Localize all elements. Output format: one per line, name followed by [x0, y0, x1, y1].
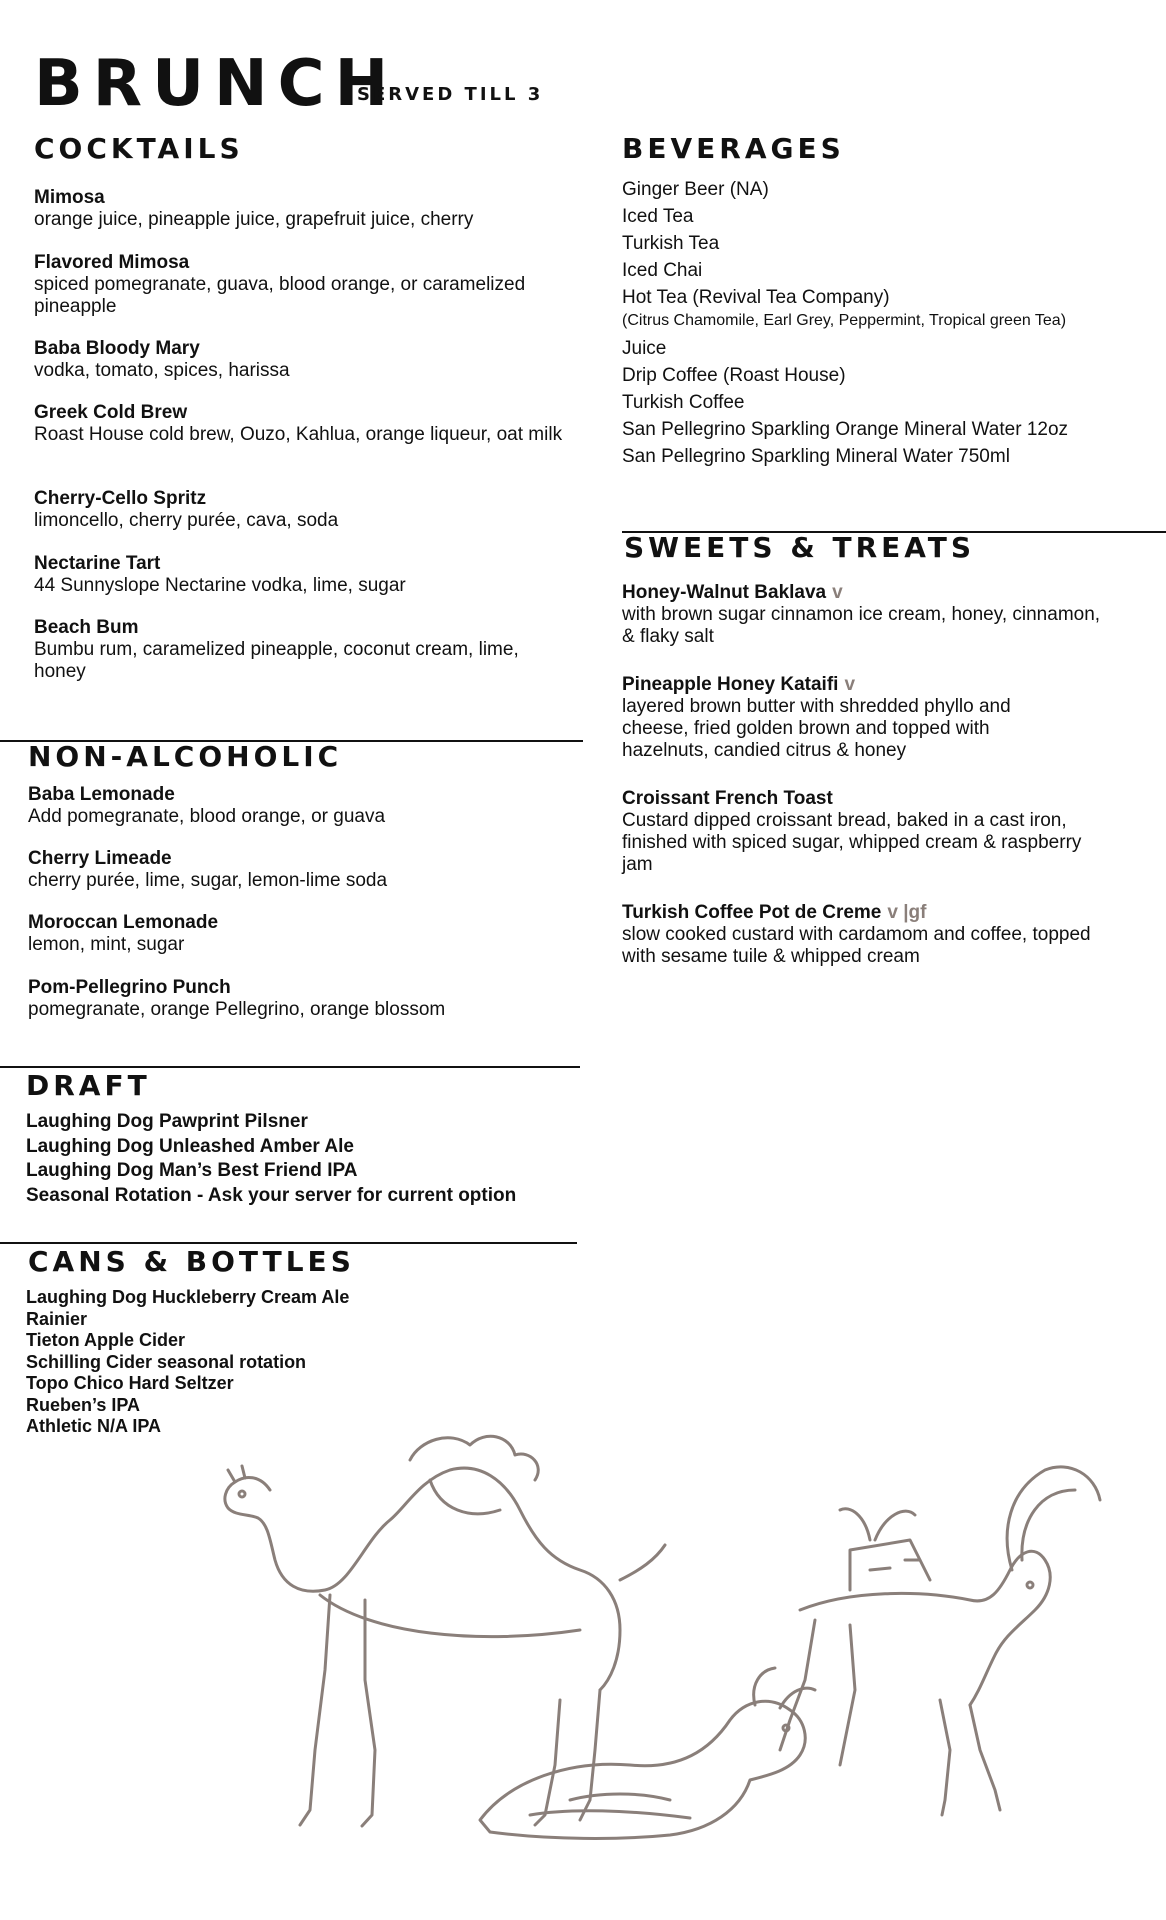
item-description: lemon, mint, sugar — [28, 934, 185, 955]
item-description: with brown sugar cinnamon ice cream, honey, cinnamon, & flaky salt — [622, 604, 1101, 647]
menu-item — [34, 187, 574, 231]
menu-item — [34, 553, 574, 597]
item-name: Mimosa — [34, 187, 105, 208]
camel-goat-ibex-illustration — [150, 1420, 1150, 1890]
draft-heading: DRAFT — [26, 1069, 151, 1102]
list-item: Juice — [622, 338, 667, 359]
list-item: Athletic N/A IPA — [26, 1416, 162, 1436]
menu-item — [28, 784, 568, 828]
item-description: vodka, tomato, spices, harissa — [34, 360, 290, 381]
item-description: Add pomegranate, blood orange, or guava — [28, 806, 386, 827]
list-item: Tieton Apple Cider — [26, 1330, 186, 1350]
list-item: Laughing Dog Huckleberry Cream Ale — [26, 1287, 350, 1307]
sweets-heading: SWEETS & TREATS — [624, 531, 976, 564]
item-description: orange juice, pineapple juice, grapefruit juice, cherry — [34, 209, 474, 230]
menu-item — [28, 912, 568, 956]
dietary-tag: v — [844, 674, 856, 695]
menu-item — [34, 488, 574, 532]
list-item: Hot Tea (Revival Tea Company) — [622, 287, 890, 308]
item-name: Croissant French Toast — [622, 788, 833, 809]
item-name: Beach Bum — [34, 617, 139, 638]
item-name: Cherry-Cello Spritz — [34, 488, 207, 509]
cocktails-heading: COCKTAILS — [34, 132, 244, 165]
menu-item — [622, 902, 1102, 968]
list-item: Rainier — [26, 1308, 88, 1329]
dietary-tag: v — [832, 582, 843, 603]
menu-item — [34, 402, 574, 446]
draft-list — [26, 1110, 586, 1208]
menu-subtitle: SERVED TILL 3 — [357, 84, 544, 105]
item-description: pomegranate, orange Pellegrino, orange blossom — [28, 999, 446, 1020]
item-name: Baba Lemonade — [28, 784, 175, 805]
list-item: Laughing Dog Man’s Best Friend IPA — [26, 1160, 358, 1181]
item-description: 44 Sunnyslope Nectarine vodka, lime, sugar — [34, 575, 406, 596]
list-item: San Pellegrino Sparkling Orange Mineral Water 12oz — [622, 419, 1069, 440]
ibex-icon — [780, 1467, 1100, 1815]
cans-list — [26, 1287, 586, 1438]
list-item: Laughing Dog Pawprint Pilsner — [26, 1111, 308, 1132]
menu-item — [28, 848, 568, 892]
item-name: Honey-Walnut Baklava v — [622, 582, 843, 603]
menu-item — [622, 674, 1062, 762]
menu-item — [622, 788, 1112, 876]
dietary-tag: v |gf — [887, 902, 927, 923]
list-item: Seasonal Rotation - Ask your server for current option — [26, 1184, 517, 1206]
section-divider — [0, 1066, 580, 1068]
menu-title: BRUNCH — [34, 47, 399, 121]
item-description: cherry purée, lime, sugar, lemon-lime soda — [28, 870, 388, 891]
item-description: Bumbu rum, caramelized pineapple, coconut cream, lime, honey — [34, 639, 519, 682]
menu-item — [34, 252, 574, 318]
item-description: layered brown butter with shredded phyllo and cheese, fried golden brown and topped with hazelnuts, candied citrus & honey — [622, 696, 1011, 761]
camel-icon — [225, 1436, 665, 1826]
beverages-list — [622, 176, 1142, 470]
list-item: Turkish Tea — [622, 233, 720, 254]
beverages-heading: BEVERAGES — [622, 132, 845, 165]
section-divider — [0, 1242, 577, 1244]
item-name: Turkish Coffee Pot de Creme v |gf — [622, 902, 927, 923]
cans-bottles-heading: CANS & BOTTLES — [28, 1245, 355, 1278]
list-item: Rueben’s IPA — [26, 1394, 141, 1415]
menu-item — [34, 617, 574, 683]
item-name: Greek Cold Brew — [34, 402, 188, 423]
item-name: Nectarine Tart — [34, 553, 161, 574]
list-item: Ginger Beer (NA) — [622, 179, 769, 200]
list-item: San Pellegrino Sparkling Mineral Water 750ml — [622, 446, 1010, 467]
item-description: slow cooked custard with cardamom and coffee, topped with sesame tuile & whipped cream — [622, 924, 1091, 967]
non-alcoholic-heading: NON-ALCOHOLIC — [28, 740, 343, 773]
menu-item — [28, 977, 568, 1021]
item-description: Custard dipped croissant bread, baked in a cast iron, finished with spiced sugar, whipped cream & raspberry jam — [622, 810, 1082, 875]
item-name: Moroccan Lemonade — [28, 912, 219, 933]
item-name: Cherry Limeade — [28, 848, 172, 869]
item-description: spiced pomegranate, guava, blood orange, or caramelized pineapple — [34, 274, 526, 317]
list-item: Iced Tea — [622, 206, 694, 227]
item-name: Pineapple Honey Kataifi v — [622, 674, 856, 695]
item-name: Pom-Pellegrino Punch — [28, 977, 231, 998]
goat-icon — [480, 1668, 815, 1838]
list-item: Laughing Dog Unleashed Amber Ale — [26, 1135, 354, 1157]
item-name: Flavored Mimosa — [34, 252, 190, 273]
menu-item — [34, 338, 574, 382]
item-description: Roast House cold brew, Ouzo, Kahlua, orange liqueur, oat milk — [34, 424, 563, 445]
list-item: Iced Chai — [622, 260, 703, 281]
tea-flavors-note: (Citrus Chamomile, Earl Grey, Peppermint, Tropical green Tea) — [622, 312, 1067, 329]
menu-item — [622, 582, 1102, 648]
list-item: Topo Chico Hard Seltzer — [26, 1373, 234, 1393]
list-item: Schilling Cider seasonal rotation — [26, 1351, 307, 1372]
item-description: limoncello, cherry purée, cava, soda — [34, 510, 339, 531]
item-name: Baba Bloody Mary — [34, 338, 200, 359]
list-item: Drip Coffee (Roast House) — [622, 365, 846, 386]
list-item: Turkish Coffee — [622, 392, 745, 413]
